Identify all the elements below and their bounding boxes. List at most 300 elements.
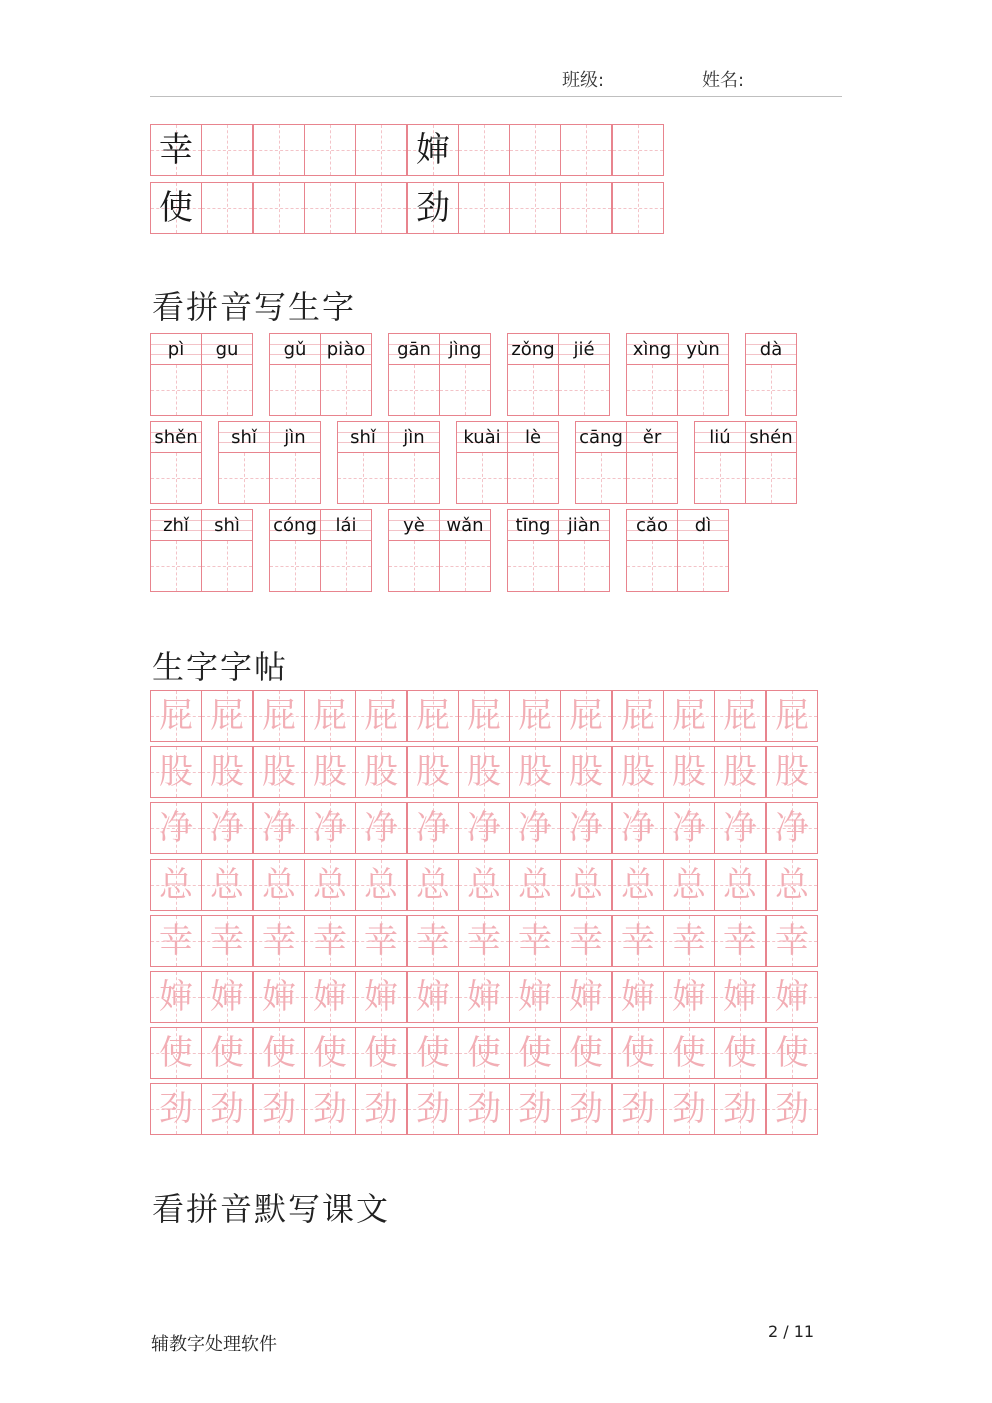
pinyin-box — [201, 509, 253, 541]
pinyin-box — [507, 333, 559, 365]
trace-cell — [253, 1083, 305, 1135]
trace-cell — [253, 1027, 305, 1079]
trace-cell — [766, 915, 818, 967]
character: 使 — [210, 1033, 244, 1073]
practice-cell-model — [150, 182, 202, 234]
pinyin-box — [677, 509, 729, 541]
trace-cell — [150, 1083, 202, 1135]
pinyin-box — [626, 421, 678, 453]
character: 幸 — [210, 921, 244, 961]
character: 婶 — [723, 977, 757, 1017]
trace-cell — [458, 802, 510, 854]
trace-cell — [766, 859, 818, 911]
pinyin-box — [269, 333, 321, 365]
character: 净 — [518, 808, 552, 848]
trace-cell — [355, 746, 407, 798]
pinyin-box — [439, 509, 491, 541]
character: 屁 — [569, 696, 603, 736]
pinyin-text: shǐ — [350, 426, 376, 448]
character: 使 — [159, 1033, 193, 1073]
character: 劲 — [775, 1089, 809, 1129]
character: 总 — [775, 865, 809, 905]
character: 净 — [723, 808, 757, 848]
pinyin-text: liú — [709, 426, 731, 448]
trace-cell — [560, 859, 612, 911]
answer-cell — [507, 364, 559, 416]
character: 劲 — [416, 188, 450, 228]
character: 使 — [262, 1033, 296, 1073]
answer-cell — [575, 452, 627, 504]
character: 幸 — [364, 921, 398, 961]
practice-cell-empty — [509, 182, 561, 234]
practice-cell-empty — [458, 182, 510, 234]
pinyin-text: yè — [403, 514, 425, 536]
trace-cell — [509, 746, 561, 798]
trace-cell — [253, 746, 305, 798]
character: 婶 — [210, 977, 244, 1017]
character: 劲 — [210, 1089, 244, 1129]
character: 劲 — [159, 1089, 193, 1129]
practice-cell-empty — [253, 182, 305, 234]
character: 劲 — [262, 1089, 296, 1129]
character: 婶 — [416, 977, 450, 1017]
pinyin-box — [507, 509, 559, 541]
trace-cell — [150, 1027, 202, 1079]
character: 股 — [723, 752, 757, 792]
pinyin-box — [337, 421, 389, 453]
trace-cell — [714, 690, 766, 742]
trace-cell — [355, 859, 407, 911]
character: 使 — [672, 1033, 706, 1073]
trace-cell — [663, 746, 715, 798]
character: 幸 — [467, 921, 501, 961]
character: 净 — [364, 808, 398, 848]
character: 总 — [416, 865, 450, 905]
pinyin-text: ěr — [642, 426, 662, 448]
character: 婶 — [775, 977, 809, 1017]
section-title-dictation: 看拼音默写课文 — [152, 1190, 391, 1228]
character: 幸 — [672, 921, 706, 961]
character: 屁 — [621, 696, 655, 736]
pinyin-text: shén — [749, 426, 793, 448]
character: 屁 — [518, 696, 552, 736]
answer-cell — [218, 452, 270, 504]
character: 屁 — [672, 696, 706, 736]
practice-cell-empty — [560, 182, 612, 234]
answer-cell — [507, 540, 559, 592]
character: 总 — [621, 865, 655, 905]
trace-cell — [714, 971, 766, 1023]
trace-cell — [766, 690, 818, 742]
answer-cell — [694, 452, 746, 504]
trace-cell — [458, 690, 510, 742]
pinyin-box — [745, 421, 797, 453]
character: 股 — [159, 752, 193, 792]
practice-cell-model — [150, 124, 202, 176]
trace-cell — [560, 971, 612, 1023]
character: 净 — [210, 808, 244, 848]
pinyin-text: cóng — [273, 514, 317, 536]
practice-cell-model — [407, 124, 459, 176]
trace-cell — [253, 971, 305, 1023]
character: 股 — [518, 752, 552, 792]
character: 劲 — [313, 1089, 347, 1129]
trace-cell — [560, 1083, 612, 1135]
character: 股 — [210, 752, 244, 792]
pinyin-box — [320, 509, 372, 541]
answer-cell — [745, 364, 797, 416]
pinyin-text: cāng — [579, 426, 623, 448]
character: 屁 — [364, 696, 398, 736]
trace-cell — [766, 971, 818, 1023]
character: 总 — [467, 865, 501, 905]
character: 使 — [313, 1033, 347, 1073]
answer-cell — [388, 364, 440, 416]
character: 劲 — [672, 1089, 706, 1129]
pinyin-text: lái — [335, 514, 357, 536]
trace-cell — [714, 1027, 766, 1079]
trace-cell — [253, 690, 305, 742]
pinyin-box — [507, 421, 559, 453]
character: 屁 — [262, 696, 296, 736]
header-divider — [150, 96, 842, 97]
pinyin-box — [626, 333, 678, 365]
practice-cell-empty — [355, 124, 407, 176]
pinyin-text: jiàn — [567, 514, 601, 536]
pinyin-box — [456, 421, 508, 453]
character: 股 — [775, 752, 809, 792]
answer-cell — [677, 540, 729, 592]
character: 屁 — [210, 696, 244, 736]
practice-cell-empty — [509, 124, 561, 176]
answer-cell — [201, 364, 253, 416]
character: 股 — [467, 752, 501, 792]
trace-cell — [663, 802, 715, 854]
trace-cell — [201, 690, 253, 742]
pinyin-box — [439, 333, 491, 365]
trace-cell — [407, 802, 459, 854]
name-label: 姓名: — [702, 70, 745, 91]
character: 净 — [262, 808, 296, 848]
pinyin-text: jìn — [284, 426, 306, 448]
trace-cell — [714, 746, 766, 798]
character: 婶 — [313, 977, 347, 1017]
trace-cell — [150, 915, 202, 967]
character: 劲 — [364, 1089, 398, 1129]
answer-cell — [626, 364, 678, 416]
answer-cell — [456, 452, 508, 504]
answer-cell — [677, 364, 729, 416]
character: 股 — [621, 752, 655, 792]
trace-cell — [766, 1027, 818, 1079]
character: 屁 — [313, 696, 347, 736]
pinyin-box — [269, 509, 321, 541]
character: 净 — [159, 808, 193, 848]
trace-cell — [458, 746, 510, 798]
character: 使 — [518, 1033, 552, 1073]
practice-cell-empty — [253, 124, 305, 176]
page-number: 2 / 11 — [768, 1322, 815, 1341]
pinyin-box — [388, 333, 440, 365]
section-title-copybook: 生字字帖 — [152, 648, 289, 686]
character: 婶 — [364, 977, 398, 1017]
character: 股 — [262, 752, 296, 792]
trace-cell — [612, 1083, 664, 1135]
trace-cell — [560, 802, 612, 854]
answer-cell — [337, 452, 389, 504]
character: 劲 — [723, 1089, 757, 1129]
trace-cell — [150, 971, 202, 1023]
answer-cell — [439, 364, 491, 416]
trace-cell — [458, 971, 510, 1023]
pinyin-box — [150, 333, 202, 365]
character: 使 — [159, 188, 193, 228]
pinyin-text: yùn — [686, 338, 720, 360]
trace-cell — [663, 859, 715, 911]
trace-cell — [304, 859, 356, 911]
pinyin-box — [218, 421, 270, 453]
pinyin-box — [558, 509, 610, 541]
pinyin-text: shì — [214, 514, 240, 536]
trace-cell — [509, 1083, 561, 1135]
trace-cell — [612, 971, 664, 1023]
answer-cell — [269, 540, 321, 592]
practice-cell-empty — [201, 124, 253, 176]
character: 幸 — [159, 130, 193, 170]
character: 股 — [313, 752, 347, 792]
trace-cell — [714, 1083, 766, 1135]
trace-cell — [407, 746, 459, 798]
answer-cell — [269, 452, 321, 504]
character: 屁 — [723, 696, 757, 736]
pinyin-box — [388, 421, 440, 453]
trace-cell — [612, 859, 664, 911]
answer-cell — [150, 364, 202, 416]
character: 屁 — [775, 696, 809, 736]
pinyin-box — [388, 509, 440, 541]
trace-cell — [766, 802, 818, 854]
answer-cell — [439, 540, 491, 592]
character: 净 — [569, 808, 603, 848]
trace-cell — [458, 1083, 510, 1135]
trace-cell — [304, 971, 356, 1023]
pinyin-text: zhǐ — [163, 514, 189, 536]
trace-cell — [201, 915, 253, 967]
trace-cell — [253, 802, 305, 854]
character: 净 — [672, 808, 706, 848]
character: 总 — [518, 865, 552, 905]
trace-cell — [663, 915, 715, 967]
trace-cell — [612, 746, 664, 798]
character: 股 — [364, 752, 398, 792]
pinyin-text: dì — [694, 514, 712, 536]
character: 总 — [159, 865, 193, 905]
section-title-pinyin: 看拼音写生字 — [152, 288, 357, 326]
character: 净 — [467, 808, 501, 848]
trace-cell — [355, 1027, 407, 1079]
answer-cell — [320, 364, 372, 416]
pinyin-text: wǎn — [446, 514, 484, 536]
pinyin-text: lè — [524, 426, 542, 448]
pinyin-box — [745, 333, 797, 365]
trace-cell — [304, 746, 356, 798]
trace-cell — [304, 802, 356, 854]
answer-cell — [558, 364, 610, 416]
trace-cell — [150, 859, 202, 911]
practice-cell-empty — [458, 124, 510, 176]
answer-cell — [507, 452, 559, 504]
trace-cell — [201, 802, 253, 854]
trace-cell — [407, 690, 459, 742]
trace-cell — [714, 802, 766, 854]
pinyin-box — [677, 333, 729, 365]
pinyin-text: gān — [397, 338, 431, 360]
pinyin-text: jié — [573, 338, 595, 360]
trace-cell — [766, 746, 818, 798]
character: 幸 — [262, 921, 296, 961]
character: 总 — [672, 865, 706, 905]
character: 净 — [775, 808, 809, 848]
pinyin-text: tīng — [515, 514, 551, 536]
trace-cell — [458, 915, 510, 967]
character: 幸 — [159, 921, 193, 961]
character: 总 — [364, 865, 398, 905]
practice-cell-empty — [201, 182, 253, 234]
character: 婶 — [569, 977, 603, 1017]
trace-cell — [612, 802, 664, 854]
trace-cell — [509, 802, 561, 854]
trace-cell — [407, 971, 459, 1023]
pinyin-text: dà — [759, 338, 783, 360]
pinyin-text: cǎo — [636, 514, 668, 536]
character: 使 — [569, 1033, 603, 1073]
pinyin-box — [150, 421, 202, 453]
trace-cell — [407, 915, 459, 967]
pinyin-text: shěn — [154, 426, 198, 448]
character: 屁 — [416, 696, 450, 736]
trace-cell — [560, 1027, 612, 1079]
pinyin-text: gǔ — [283, 338, 307, 360]
character: 股 — [416, 752, 450, 792]
trace-cell — [201, 859, 253, 911]
character: 使 — [775, 1033, 809, 1073]
character: 劲 — [416, 1089, 450, 1129]
pinyin-box — [694, 421, 746, 453]
pinyin-text: shǐ — [231, 426, 257, 448]
practice-cell-empty — [304, 182, 356, 234]
answer-cell — [201, 540, 253, 592]
trace-cell — [509, 971, 561, 1023]
trace-cell — [612, 915, 664, 967]
trace-cell — [304, 1083, 356, 1135]
character: 净 — [621, 808, 655, 848]
character: 总 — [210, 865, 244, 905]
character: 婶 — [159, 977, 193, 1017]
trace-cell — [253, 859, 305, 911]
trace-cell — [150, 746, 202, 798]
trace-cell — [663, 1083, 715, 1135]
trace-cell — [663, 690, 715, 742]
character: 幸 — [416, 921, 450, 961]
trace-cell — [304, 915, 356, 967]
trace-cell — [201, 746, 253, 798]
trace-cell — [150, 802, 202, 854]
answer-cell — [626, 540, 678, 592]
trace-cell — [355, 971, 407, 1023]
pinyin-text: gu — [215, 338, 239, 360]
character: 幸 — [621, 921, 655, 961]
trace-cell — [560, 915, 612, 967]
character: 总 — [262, 865, 296, 905]
character: 幸 — [313, 921, 347, 961]
character: 净 — [416, 808, 450, 848]
pinyin-text: jìng — [448, 338, 482, 360]
character: 总 — [313, 865, 347, 905]
answer-cell — [150, 540, 202, 592]
trace-cell — [355, 1083, 407, 1135]
trace-cell — [612, 1027, 664, 1079]
pinyin-text: pì — [167, 338, 185, 360]
trace-cell — [150, 690, 202, 742]
trace-cell — [355, 802, 407, 854]
trace-cell — [201, 971, 253, 1023]
pinyin-text: kuài — [463, 426, 501, 448]
trace-cell — [663, 971, 715, 1023]
trace-cell — [509, 690, 561, 742]
character: 婶 — [621, 977, 655, 1017]
practice-cell-model — [407, 182, 459, 234]
practice-cell-empty — [304, 124, 356, 176]
trace-cell — [253, 915, 305, 967]
character: 屁 — [159, 696, 193, 736]
trace-cell — [355, 690, 407, 742]
practice-cell-empty — [355, 182, 407, 234]
trace-cell — [355, 915, 407, 967]
character: 劲 — [569, 1089, 603, 1129]
character: 使 — [364, 1033, 398, 1073]
trace-cell — [458, 1027, 510, 1079]
answer-cell — [150, 452, 202, 504]
class-label: 班级: — [562, 70, 605, 91]
answer-cell — [320, 540, 372, 592]
trace-cell — [714, 859, 766, 911]
trace-cell — [201, 1083, 253, 1135]
answer-cell — [269, 364, 321, 416]
character: 股 — [569, 752, 603, 792]
trace-cell — [407, 859, 459, 911]
pinyin-box — [201, 333, 253, 365]
pinyin-text: jìn — [403, 426, 425, 448]
character: 幸 — [569, 921, 603, 961]
character: 使 — [723, 1033, 757, 1073]
trace-cell — [201, 1027, 253, 1079]
trace-cell — [612, 690, 664, 742]
character: 婶 — [672, 977, 706, 1017]
character: 使 — [621, 1033, 655, 1073]
answer-cell — [558, 540, 610, 592]
pinyin-text: xìng — [632, 338, 672, 360]
character: 使 — [467, 1033, 501, 1073]
character: 净 — [313, 808, 347, 848]
character: 屁 — [467, 696, 501, 736]
character: 幸 — [775, 921, 809, 961]
practice-cell-empty — [612, 182, 664, 234]
trace-cell — [407, 1027, 459, 1079]
answer-cell — [745, 452, 797, 504]
pinyin-box — [150, 509, 202, 541]
character: 劲 — [518, 1089, 552, 1129]
answer-cell — [388, 540, 440, 592]
